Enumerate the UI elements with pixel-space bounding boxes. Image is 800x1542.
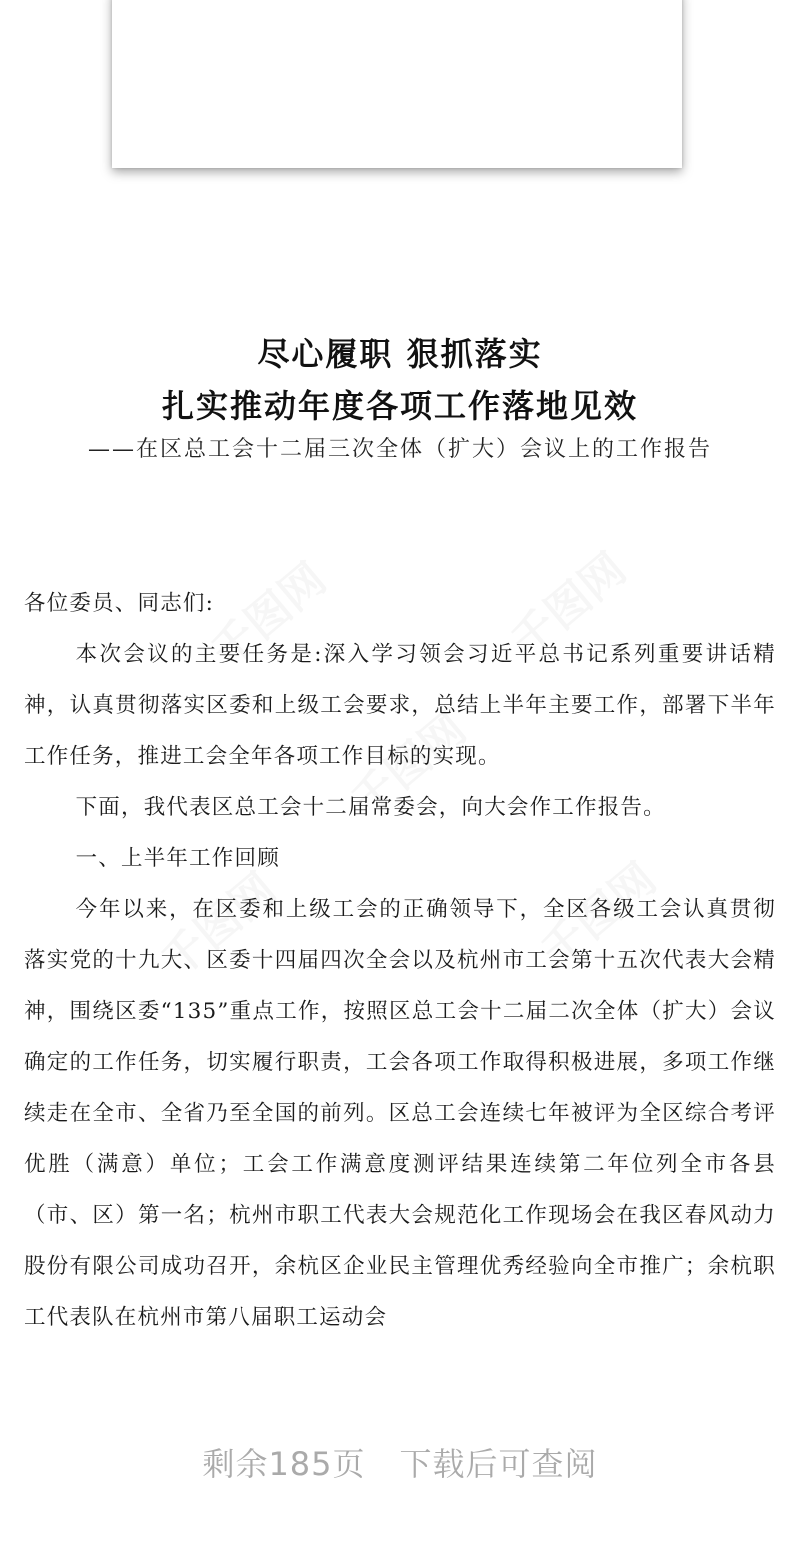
paragraph: 今年以来，在区委和上级工会的正确领导下，全区各级工会认真贯彻落实党的十九大、区委十四届四次全会以及杭州市工会第十五次代表大会精神，围绕区委“135”重点工作，按照区总工会十二届二次全体（扩大）会议确定的工作任务，切实履行职责，工会各项工作取得积极进展，多项工作继续走在全市、全省乃至全国的前列。区总工会连续七年被评为全区综合考评优胜（满意）单位；工会工作满意度测评结果连续第二年位列全市各县（市、区）第一名；杭州市职工代表大会规范化工作现场会在我区春风动力股份有限公司成功召开，余杭区企业民主管理优秀经验向全市推广；余杭职工代表队在杭州市第八届职工运动会 — [24, 897, 776, 1330]
watermark: 千图网 — [201, 553, 336, 678]
watermark: 千图网 — [501, 543, 636, 668]
watermark: 千图网 — [341, 703, 476, 828]
paragraph: 下面，我代表区总工会十二届常委会，向大会作工作报告。 — [75, 795, 666, 820]
salutation: 各位委员、同志们: — [24, 591, 215, 616]
paragraph: 本次会议的主要任务是:深入学习领会习近平总书记系列重要讲话精神，认真贯彻落实区委和上级工会要求，总结上半年主要工作，部署下半年工作任务，推进工会全年各项工作目标的实现。 — [24, 642, 776, 769]
document-title-line-2: 扎实推动年度各项工作落地见效 — [161, 387, 638, 425]
document-body — [24, 578, 776, 1343]
document-heading — [0, 328, 800, 466]
download-to-read-more-button[interactable] — [0, 1436, 800, 1492]
watermark: 千图网 — [531, 853, 666, 978]
remaining-pages-label: 剩余185页 — [202, 1445, 366, 1483]
document-cover-preview — [112, 0, 682, 168]
document-title-line-1: 尽心履职 狠抓落实 — [257, 335, 543, 373]
watermark: 千图网 — [151, 863, 286, 988]
document-subtitle: ——在区总工会十二届三次全体（扩大）会议上的工作报告 — [87, 437, 712, 462]
download-hint-label: 下载后可查阅 — [399, 1445, 598, 1483]
section-heading: 一、上半年工作回顾 — [75, 846, 280, 871]
